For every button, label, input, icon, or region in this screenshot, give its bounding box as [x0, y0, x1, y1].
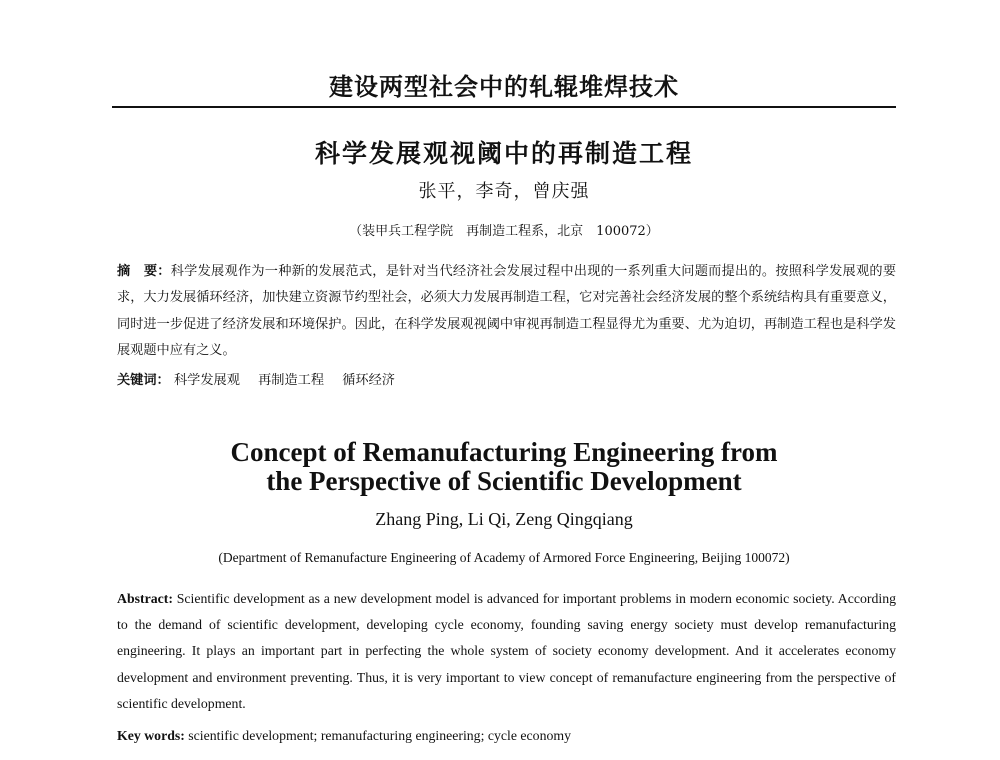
en-keywords-label: Key words: — [117, 728, 185, 743]
en-abstract — [117, 586, 896, 717]
zh-abstract-label: 摘 要： — [117, 264, 171, 279]
zh-keyword: 科学发展观 — [173, 373, 240, 388]
en-paper-title — [112, 438, 896, 496]
en-affiliation: (Department of Remanufacture Engineering of Academy of Armored Force Engineering, Beijing 100072) — [218, 550, 790, 565]
zh-authors: 张平，李奇，曾庆强 — [418, 181, 590, 202]
en-abstract-label: Abstract: — [117, 591, 173, 606]
zh-abstract — [117, 259, 896, 364]
header-rule — [112, 106, 896, 108]
zh-keyword: 循环经济 — [342, 373, 395, 388]
en-title-line-2: the Perspective of Scientific Development — [266, 466, 742, 496]
zh-keyword: 再制造工程 — [258, 373, 325, 388]
en-abstract-text: Scientific development as a new development model is advanced for important problems in modern economic society. According to the demand of scientific development, developing cycle economy, founding saving energy society must develop remanufacturing engineering. It plays an important part in perfecting the whole system of society economy development. And it accelerates economy development and environment preventing. Thus, it is very important to view concept of remanufacture engineering from the perspective of scientific development. — [117, 591, 897, 711]
zh-keywords — [117, 370, 896, 392]
zh-paper-title: 科学发展观视阈中的再制造工程 — [314, 139, 693, 168]
en-keywords-text: scientific development; remanufacturing engineering; cycle economy — [188, 728, 571, 743]
en-keywords — [117, 726, 896, 746]
en-authors: Zhang Ping, Li Qi, Zeng Qingqiang — [375, 509, 633, 529]
running-header-title: 建设两型社会中的轧辊堆焊技术 — [329, 73, 679, 101]
zh-keywords-label: 关键词： — [117, 373, 170, 388]
zh-abstract-text: 科学发展观作为一种新的发展范式，是针对当代经济社会发展过程中出现的一系列重大问题而提出的。按照科学发展观的要求，大力发展循环经济，加快建立资源节约型社会，必须大力发展再制造工程，它对完善社会经济发展的整个系统结构具有重要意义，同时进一步促进了经济发展和环境保护。因此，在科学发展观视阈中审视再制造工程显得尤为重要、尤为迫切，再制造工程也是科学发展观题中应有之义。 — [117, 264, 897, 358]
en-title-line-1: Concept of Remanufacturing Engineering from — [230, 437, 778, 467]
zh-affiliation: （装甲兵工程学院 再制造工程系，北京 100072） — [349, 224, 659, 239]
